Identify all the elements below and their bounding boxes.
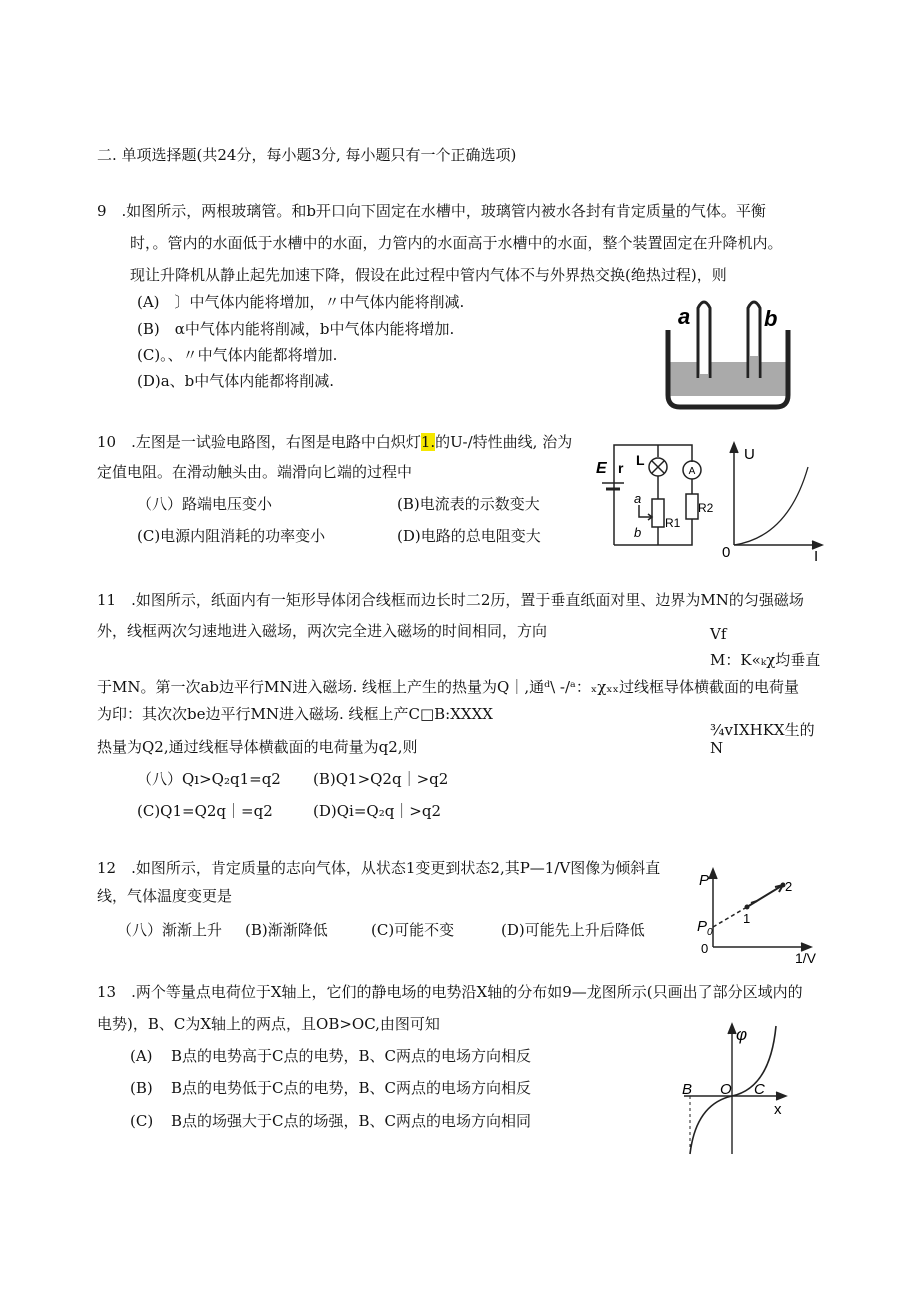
point-c-label: C — [754, 1081, 765, 1098]
q10-ui-graph — [718, 437, 828, 565]
q13-option-c: B点的场强大于C点的场强，B、C两点的电场方向相同 — [171, 1112, 532, 1130]
water-fill — [668, 362, 788, 396]
origin-o-label: O — [720, 1081, 732, 1098]
tube-label-b: b — [764, 306, 778, 331]
q13-option-c-label: (C) — [130, 1112, 154, 1130]
tube-label-a: a — [678, 304, 691, 329]
graph-i-label: I — [814, 548, 819, 565]
q13-potential-graph — [670, 1018, 795, 1158]
q11-side-text-1: Vf — [710, 625, 727, 643]
r2-label: R2 — [698, 501, 714, 515]
q10-circuit-diagram — [592, 437, 722, 552]
q10-line1-text: 10 .左图是一试验电路图，右图是电路中白炽灯 — [97, 433, 421, 451]
q10-option-d: (D)电路的总电阻变大 — [397, 527, 541, 545]
q13-option-b: B点的电势低于C点的电势，B、C两点的电场方向相反 — [171, 1079, 532, 1097]
q11-option-d: (D)Qi=Q₂q｜>q2 — [313, 802, 442, 820]
q9-option-a: (A) 〕中气体内能将增加，〃中气体内能将削减. — [137, 293, 465, 311]
slider-a-label: a — [634, 491, 642, 506]
q12-option-a: （八）渐渐上升 — [117, 921, 223, 939]
point-b-label: B — [682, 1081, 693, 1098]
p0-label — [697, 918, 713, 938]
q9-line3: 现让升降机从静止起先加速下降，假设在此过程中管内气体不与外界热交换(绝热过程)，则 — [130, 266, 727, 284]
axis-phi-label: φ — [736, 1025, 748, 1044]
q11-option-c: (C)Q1=Q2q｜=q2 — [137, 802, 273, 820]
axis-x-label: x — [774, 1101, 782, 1118]
q12-option-c: (C)可能不变 — [371, 921, 455, 939]
q11-line1: 11 .如图所示，纸面内有一矩形导体闭合线框而边长时二2历，置于垂直纸面对里、边界为MN的匀强磁场 — [97, 591, 804, 609]
q9-option-b: (B) α中气体内能将削减，b中气体内能将增加. — [137, 320, 455, 338]
emf-label: E — [596, 460, 607, 477]
q12-option-d: (D)可能先上升后降低 — [501, 921, 645, 939]
q9-figure-water-trough — [660, 290, 800, 410]
q10-line1-text-end: 的U-/特性曲线, 治为 — [435, 433, 573, 451]
slider-b-label: b — [634, 525, 642, 540]
q9-line2: 时，。管内的水面低于水槽中的水面，力管内的水面高于水槽中的水面，整个装置固定在升降机内。 — [130, 234, 783, 252]
q11-side-text-3: ¾vIXHKX生的 — [710, 721, 815, 739]
graph-u-label: U — [744, 446, 755, 463]
q11-side-text-2: M：K«ₖχ均垂直 — [710, 651, 821, 669]
internal-r-label: r — [618, 460, 624, 476]
q11-line4: 为印：其次次be边平行MN进入磁场. 线框上产C□B:XXXX — [97, 705, 493, 723]
axis-1v-label: 1/V — [795, 950, 817, 966]
q10-option-b: (B)电流表的示数变大 — [397, 495, 540, 513]
q12-option-b: (B)渐渐降低 — [245, 921, 328, 939]
ammeter-label: A — [688, 466, 696, 477]
graph-origin-label: 0 — [722, 544, 731, 561]
q11-option-a: （八）Qı>Q₂q1=q2 — [137, 770, 281, 788]
state-1-label: 1 — [743, 911, 751, 926]
q12-line1: 12 .如图所示，肯定质量的志向气体，从状态1变更到状态2,其P—1/V图像为倾斜直 — [97, 859, 661, 877]
p0-letter: P — [697, 918, 708, 935]
q13-line2: 电势)，B、C为X轴上的两点，且OB>OC,由图可知 — [97, 1015, 440, 1033]
r1-label: R1 — [665, 516, 681, 530]
q13-option-a: B点的电势高于C点的电势，B、C两点的电场方向相反 — [171, 1047, 532, 1065]
q10-line1 — [97, 432, 572, 452]
q9-option-c: (C)。、〃中气体内能都将增加. — [137, 346, 338, 364]
q11-side-text-4: N — [710, 739, 724, 757]
p0-subscript: 0 — [707, 927, 713, 938]
q12-line2: 线，气体温度变更是 — [97, 887, 233, 905]
state-2-label: 2 — [785, 879, 793, 894]
q10-option-c: (C)电源内阻消耗的功率变小 — [137, 527, 326, 545]
q13-option-b-label: (B) — [130, 1079, 153, 1097]
q11-option-b: (B)Q1>Q2q｜>q2 — [313, 770, 449, 788]
axis-p-label: P — [699, 872, 710, 889]
q11-line3: 于MN。第一次ab边平行MN进入磁场. 线框上产生的热量为Q｜,通ᵈ\ -/ᵃ：ₓχₓₓ过线框导体横截面的电荷量 — [97, 678, 800, 696]
q13-line1: 13 .两个等量点电荷位于X轴上，它们的静电场的电势沿X轴的分布如9—龙图所示(只画出了部分区域内的 — [97, 983, 803, 1001]
q13-option-a-label: (A) — [130, 1047, 153, 1065]
lamp-label: L — [636, 452, 645, 468]
q10-option-a: （八）路端电压变小 — [137, 495, 273, 513]
q11-line2: 外，线框两次匀速地进入磁场，两次完全进入磁场的时间相同，方向 — [97, 622, 548, 640]
q9-option-d: (D)a、b中气体内能都将削减. — [137, 372, 335, 390]
q11-line5: 热量为Q2,通过线框导体横截面的电荷量为q2,则 — [97, 738, 418, 756]
q10-line2: 定值电阻。在滑动触头由。端滑向匕端的过程中 — [97, 463, 413, 481]
q9-line1: 9 .如图所示，两根玻璃管。和b开口向下固定在水槽中，玻璃管内被水各封有肯定质量的气体。平衡 — [97, 202, 766, 220]
q10-highlight: 1. — [420, 433, 436, 451]
section-header: 二. 单项选择题(共24分，每小题3分, 每小题只有一个正确选项) — [97, 146, 517, 164]
q12-pv-graph — [695, 865, 830, 966]
origin-label: 0 — [701, 941, 709, 956]
